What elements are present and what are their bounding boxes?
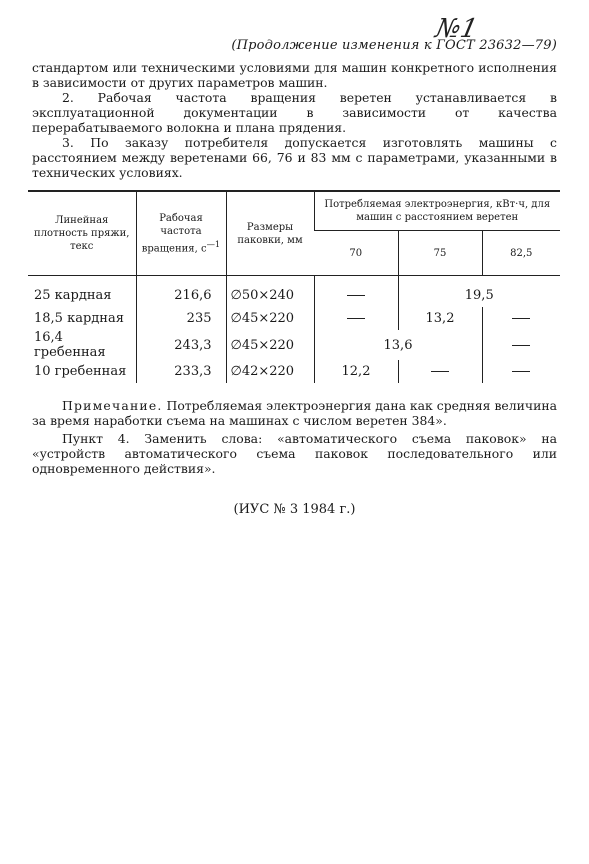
header-spacing-82-5: 82,5 [482,231,560,276]
cell-power-75-82: 19,5 [398,276,560,308]
item-3-paragraph: 3. По заказу потребителя допускается изготовлять машины с расстоянием между веретенами 66, 76 и 83 мм с параметрами, указанными в технических условиях. [32,135,557,180]
body-text-top [32,60,557,180]
cell-power-82-5 [482,360,560,383]
dash-mark [512,345,530,346]
header-density: Линейная плотность пряжи, текс [28,191,136,276]
cell-density: 25 кардная [34,288,112,303]
item-2-paragraph: 2. Рабочая частота вращения веретен устанавливается в эксплуатационной документации в зависимости от качества перерабатываемого волокна и плана прядения. [32,90,557,135]
header-frequency: Рабочая частота вращения, $с^{—1}$ [136,191,226,276]
cell-frequency: 216,6 [136,276,226,308]
note-text: Потребляемая электроэнергия дана как средняя величина за время наработки съема на машинах с числом веретен 384». [32,398,557,428]
dash-mark [347,318,365,319]
cell-power-82-5 [482,330,560,360]
note-paragraph [32,398,557,428]
dash-mark [512,318,530,319]
cell-size: ∅50×240 [226,276,314,308]
cell-size: ∅45×220 [226,330,314,360]
spindle-parameters-table [28,190,560,383]
cell-power-75: 13,2 [398,307,482,330]
frequency-exponent: —1 [206,238,221,249]
cell-power-70 [314,276,398,308]
table-row [28,330,560,360]
header-spacing-75: 75 [398,231,482,276]
header-sizes: Размеры паковки, мм [226,191,314,276]
handwritten-page-mark: №1 [432,14,481,44]
point-4-paragraph: Пункт 4. Заменить слова: «автоматического съема паковок» на «устройств автоматического съема паковок последовательного или одновременного действия». [32,431,557,476]
cell-power-82-5 [482,307,560,330]
continuation-header: (Продолжение изменения к ГОСТ 23632—79) [231,38,557,53]
cell-density: 16,4 гребенная [34,330,106,360]
cell-frequency: 243,3 [136,330,226,360]
header-spacing-70: 70 [314,231,398,276]
cell-power-70: 12,2 [314,360,398,383]
cell-density: 18,5 кардная [34,311,124,326]
intro-paragraph: стандартом или техническими условиями для машин конкретного исполнения в зависимости от других параметров машин. [32,60,557,90]
cell-power-70 [314,307,398,330]
cell-frequency: 233,3 [136,360,226,383]
cell-power-70-75: 13,6 [314,330,482,360]
cell-power-75 [398,360,482,383]
cell-density: 10 гребенная [34,364,127,379]
body-text-bottom [32,398,557,476]
header-power: Потребляемая электроэнергия, кВт·ч, для машин с расстоянием веретен [314,191,560,231]
note-label: Примечание. [62,398,163,413]
ius-reference: (ИУС № 3 1984 г.) [233,502,356,517]
dash-mark [512,371,530,372]
table-row [28,276,560,308]
dash-mark [347,295,365,296]
dash-mark [431,371,449,372]
cell-size: ∅42×220 [226,360,314,383]
table-row [28,360,560,383]
cell-size: ∅45×220 [226,307,314,330]
cell-frequency: 235 [136,307,226,330]
table-row [28,307,560,330]
